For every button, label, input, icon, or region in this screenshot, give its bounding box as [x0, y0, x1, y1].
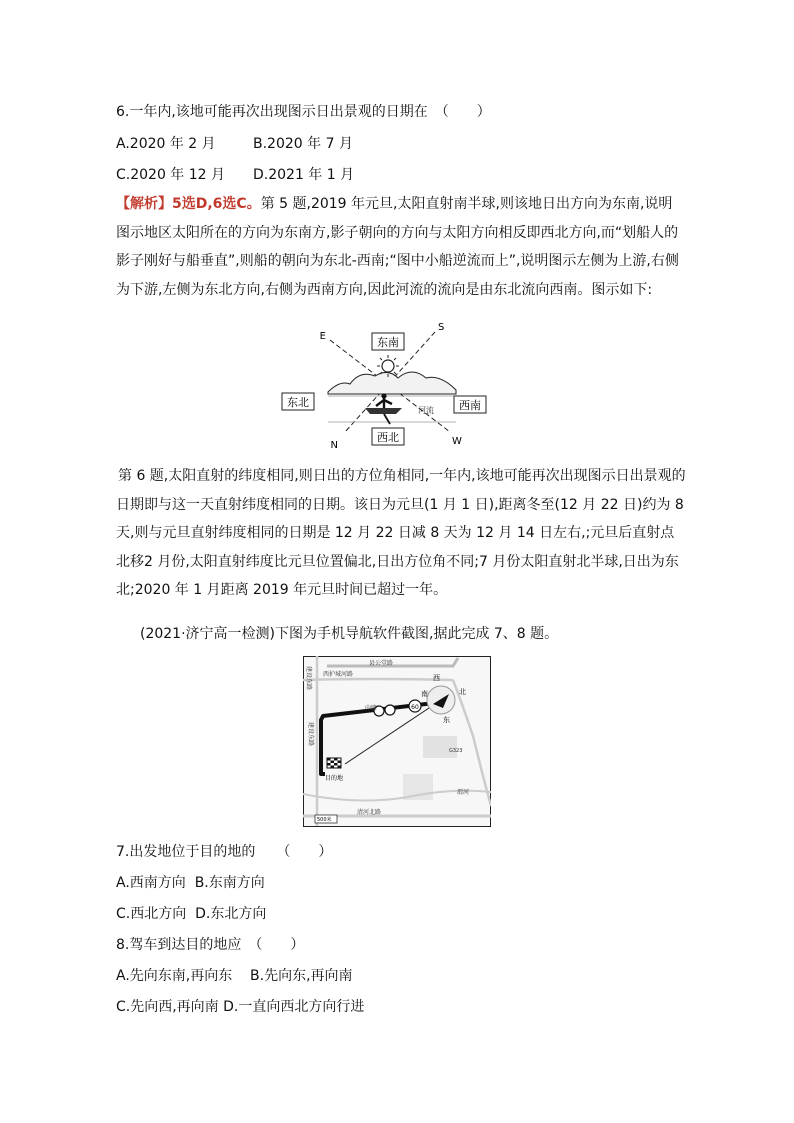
label-northeast: 东北	[287, 396, 309, 409]
label-southeast: 东南	[377, 336, 399, 349]
map-background	[304, 657, 491, 827]
destination-flag-icon	[327, 758, 341, 768]
q6-option-a: A.2020 年 2 月	[116, 136, 216, 152]
map-block	[423, 736, 457, 758]
compass-label-w: 西	[433, 674, 440, 682]
road-label-js1: 建设东路	[305, 666, 312, 691]
analysis-text-1: 第 5 题,2019 年元旦,太阳直射南半球,则该地日出方向为东南,说明图示地区太阳所在的方向为东南方,影子朝向的方向与太阳方向相反即西北方向,而“划船人的影子刚好与船垂直”,则船的朝向为东北-西南;“图中小船逆流而上”,说明图示左侧为上游,右侧为下游,左侧为东北方向,右侧为西南方向,因此河流的流向是由东北流向西南。图示如下:	[116, 196, 679, 298]
q6-option-d: D.2021 年 1 月	[253, 167, 355, 183]
label-northwest: 西北	[377, 431, 399, 444]
q6-option-b: B.2020 年 7 月	[253, 136, 353, 152]
road-label-mid: 中路	[365, 705, 378, 712]
q7-option-c: C.西北方向	[116, 906, 187, 922]
scale-label: 500米	[317, 817, 332, 823]
q7-options-row-2	[116, 904, 266, 924]
group-intro: (2021·济宁高一检测)下图为手机导航软件截图,据此完成 7、8 题。	[140, 626, 559, 642]
q6-option-c: C.2020 年 12 月	[116, 167, 226, 183]
compass-label-s: 南	[421, 690, 428, 698]
highway-shield: G323	[449, 748, 463, 754]
compass-label-e: 东	[443, 716, 450, 724]
q7-options-row-1	[116, 873, 265, 893]
mountains	[328, 372, 456, 394]
road-curve	[303, 679, 453, 680]
label-southwest: 西南	[459, 399, 481, 412]
analysis-paragraph-2: 第 6 题,太阳直射的纬度相同,则日出的方位角相同,一年内,该地可能再次出现图示日出景观的日期即与这一天直射纬度相同的日期。该日为元旦(1 月 1 日),距离冬至(12 月 22 日)约为 8 天,则与元旦直射纬度相同的日期是 12 月 22 日减 8 天为 12 月 14 日左右,;元旦后直射点北移2 月份,太阳直射纬度比元旦位置偏北,日出方位角不同;7 月份太阳直射北半球,日出为东北;2020 年 1 月距离 2019 年元旦时间已超过一年。	[116, 468, 686, 598]
q8-options-row-1	[116, 966, 353, 986]
label-w: W	[452, 436, 462, 447]
destination-label: 目的地	[325, 775, 344, 782]
q6-stem: 6.一年内,该地可能再次出现图示日出景观的日期在 （ ）	[116, 104, 491, 120]
q8-option-d: D.一直向西北方向行进	[223, 999, 365, 1015]
compass-label-n: 北	[459, 688, 466, 696]
q8-option-a: A.先向东南,再向东	[116, 968, 233, 984]
road-label-js2: 建设东路	[307, 722, 314, 747]
navigation-map	[303, 656, 491, 827]
q8-option-c: C.先向西,再向南	[116, 999, 219, 1015]
speed-camera-icon	[385, 705, 395, 715]
q7-option-b: B.东南方向	[194, 875, 265, 891]
label-river: 河流	[418, 406, 434, 415]
q8-option-b: B.先向东,再向南	[250, 968, 353, 984]
boat-icon	[365, 393, 402, 424]
road-label-bottom: 清河北路	[357, 809, 382, 816]
q7-stem: 7.出发地位于目的地的 （ ）	[116, 844, 333, 860]
river-label: 渭河	[457, 789, 470, 796]
label-n: N	[330, 440, 338, 451]
q8-stem: 8.驾车到达目的地应 （ ）	[116, 937, 305, 953]
analysis-paragraph-1	[116, 190, 686, 304]
q7-option-d: D.东北方向	[195, 906, 267, 922]
label-e: E	[319, 331, 326, 342]
q7-option-a: A.西南方向	[116, 875, 186, 891]
label-s: S	[438, 322, 445, 333]
speed-limit-value: 60	[411, 704, 419, 711]
sunrise-direction-diagram	[280, 320, 490, 452]
q8-options-row-2	[116, 997, 364, 1017]
analysis-tag: 【解析】5选D,6选C。	[116, 196, 261, 212]
road-label-xh: 西护城河路	[323, 671, 354, 678]
road-label-top: 县公堂路	[369, 660, 394, 667]
